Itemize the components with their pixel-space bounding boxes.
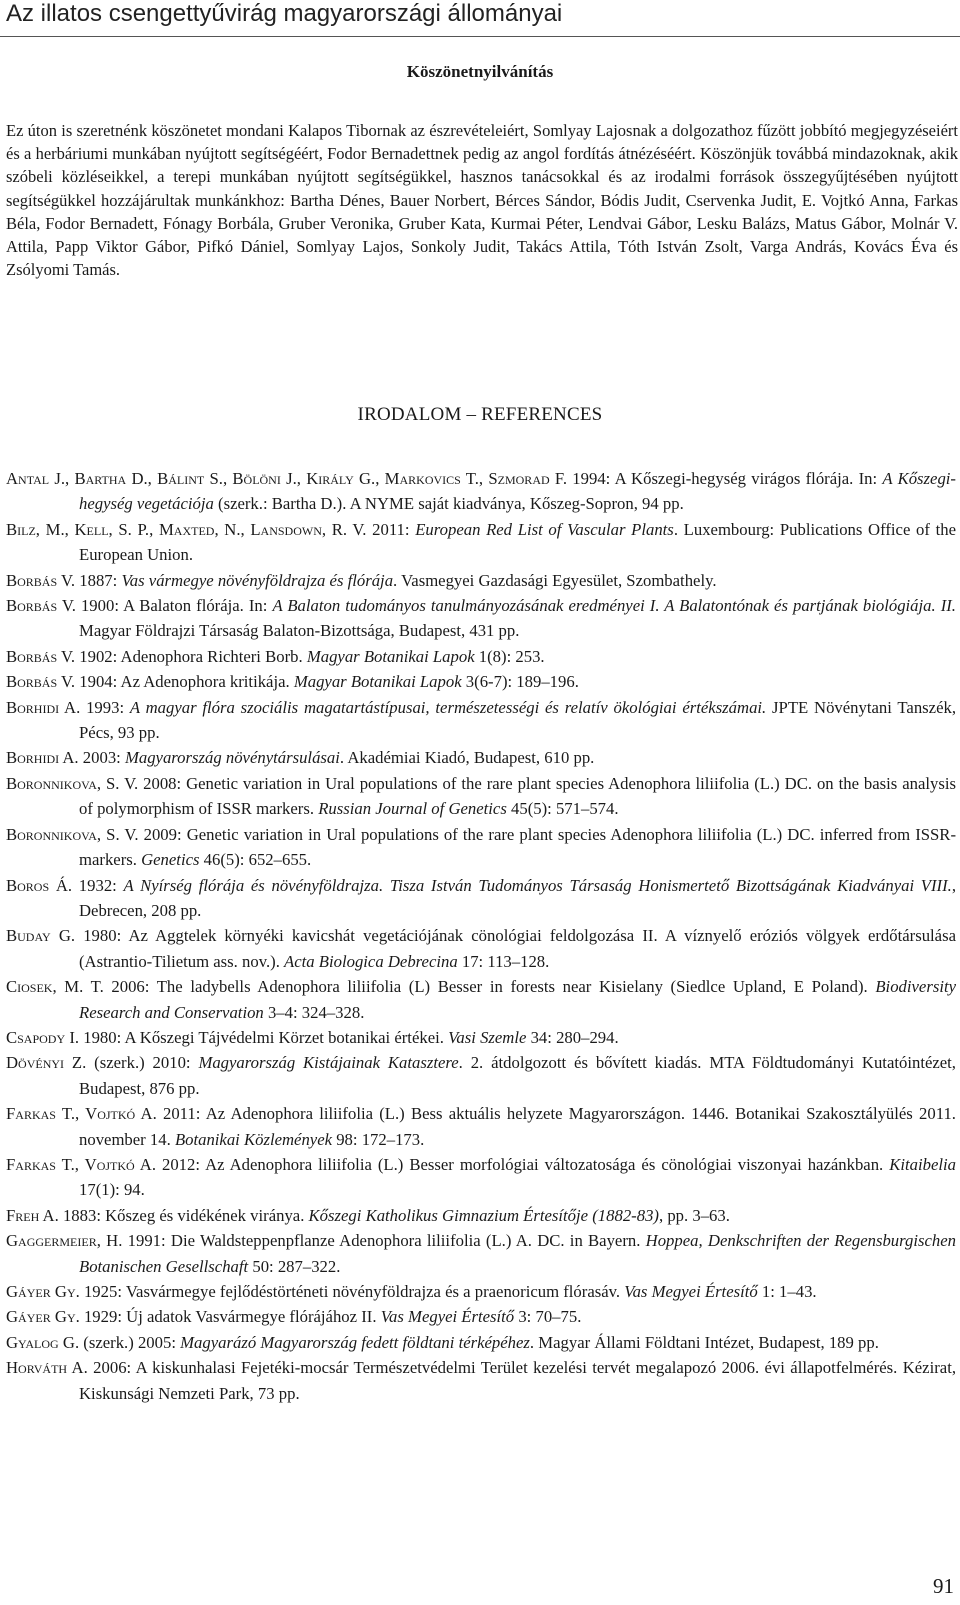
reference-entry (6, 1279, 956, 1304)
references-heading: IRODALOM – REFERENCES (357, 404, 603, 425)
reference-details: 45(5): 571–574. (506, 799, 619, 819)
reference-text: 1900: A Balaton flórája. In: (75, 596, 273, 616)
reference-text: 1904: Az Adenophora kritikája. (75, 672, 294, 692)
reference-entry (6, 1355, 956, 1406)
reference-entry (6, 923, 956, 974)
reference-details: JPTE Növénytani Tanszék, Pécs, 93 pp. (79, 697, 956, 743)
reference-text: 2006: The ladybells Adenophora liliifolia (L) Besser in forests near Kisielany (Siedlce Upland, E Poland). (103, 977, 876, 997)
reference-text: 2012: Az Adenophora liliifolia (L.) Besser morfológiai változatosága és cönológiai viszonyai hazánkban. (156, 1154, 890, 1174)
reference-entry (6, 1304, 956, 1329)
reference-text: 1994: A Kőszegi-hegység virágos flórája. In: (567, 469, 883, 488)
reference-title: Magyarország Kistájainak Katasztere (198, 1053, 459, 1073)
reference-title: Vas Megyei Értesítő (624, 1282, 758, 1301)
reference-details: 50: 287–322. (248, 1256, 341, 1276)
reference-title: Kitaibelia (889, 1154, 956, 1174)
reference-text: 2006: A kiskunhalasi Fejetéki-mocsár Természetvédelmi Terület kezelési tervét megalapozó 2006. évi állapotfelmérés. Kézirat, Kiskunsági Nemzeti Park, 73 pp. (79, 1358, 956, 1403)
reference-title: A Nyírség flórája és növényföldrajza. Tisza István Tudományos Társaság Honismertető Bizottságának Kiadványai VIII. (123, 875, 952, 895)
reference-text: (szerk.) 2010: (86, 1053, 199, 1073)
reference-authors: Borhidi A. (6, 697, 81, 717)
reference-details: . Vasmegyei Gazdasági Egyesület, Szombathely. (393, 570, 717, 590)
reference-title: Vas vármegye növényföldrajza és flórája (121, 570, 394, 590)
reference-title: Magyar Botanikai Lapok (293, 672, 462, 692)
reference-authors: Csapody I. (6, 1027, 80, 1047)
reference-entry (6, 669, 956, 694)
reference-entry (6, 695, 956, 746)
header-rule (0, 36, 960, 37)
reference-text: 1883: Kőszeg és vidékének viránya. (58, 1205, 309, 1225)
reference-entry (6, 873, 956, 924)
reference-entry (6, 1025, 956, 1050)
reference-details: 1: 1–43. (757, 1282, 817, 1301)
reference-title: Biodiversity Research and Conservation (79, 977, 956, 1022)
reference-text: 2008: Genetic variation in Ural populations of the rare plant species Adenophora liliifolia (L.) DC. on the basis analysis of polymorphism of ISSR markers. (79, 773, 956, 819)
reference-details: . Akadémiai Kiadó, Budapest, 610 pp. (339, 748, 595, 768)
reference-text: 2011: (366, 519, 416, 539)
reference-details: , pp. 3–63. (658, 1205, 730, 1225)
reference-authors: Gyalog G. (6, 1332, 80, 1352)
reference-details: 34: 280–294. (526, 1027, 619, 1047)
reference-details: 3: 70–75. (514, 1307, 582, 1327)
reference-details: (szerk.: Bartha D.). A NYME saját kiadványa, Kőszeg-Sopron, 94 pp. (213, 494, 684, 514)
reference-authors: Borhidi A. (6, 748, 79, 768)
reference-entry (6, 466, 956, 517)
reference-entry (6, 1228, 956, 1279)
reference-details: 17(1): 94. (79, 1180, 145, 1200)
reference-details: . Magyar Állami Földtani Intézet, Budapest, 189 pp. (529, 1332, 879, 1352)
acknowledgement-body: Ez úton is szeretnénk köszönetet mondani Kalapos Tibornak az észrevételeiért, Somlyay Lajosnak a dolgozathoz fűzött jobbító megjegyzéseiért és a herbáriumi munkában nyújtott segítségéért, Fodor Bernadettnek pedig az angol fordítás átnézéséért. Köszönjük továbbá mindazoknak, akik szóbeli közléseikkel, a terepi munkában nyújtott segítségükkel, hasznos tanácsokkal és az irodalmi források összegyűjtésében nyújtott segítségükkel hozzájárultak munkánkhoz: Bartha Dénes, Bauer Norbert, Bérces Sándor, Bódis Judit, Cservenka Judit, E. Vojtkó Anna, Farkas Béla, Fodor Bernadett, Fónagy Borbála, Gruber Veronika, Gruber Kata, Kurmai Péter, Lendvai Gábor, Lesku Balázs, Matus Gábor, Molnár V. Attila, Papp Viktor Gábor, Pifkó Dániel, Somlyay Lajos, Sonkoly Judit, Takács Attila, Tóth István Zsolt, Varga András, Kovács Éva és Zsólyomi Tamás. (6, 121, 958, 280)
reference-details: 17: 113–128. (457, 951, 550, 971)
reference-authors: Antal J., Bartha D., Bálint S., Bölöni J., Király G., Markovics T., Szmorad F. (6, 469, 568, 488)
reference-title: Magyar Botanikai Lapok (306, 646, 475, 666)
reference-title: A Balaton tudományos tanulmányozásának eredményei I. A Balatontónak és partjának biológiája. II. (272, 596, 956, 616)
reference-details: 3(6-7): 189–196. (461, 672, 579, 692)
reference-details: . Luxembourg: Publications Office of the European Union. (79, 519, 956, 565)
reference-details: 1(8): 253. (474, 646, 545, 666)
reference-list (6, 466, 956, 1406)
reference-text: 1980: A Kőszegi Tájvédelmi Körzet botanikai értékei. (79, 1027, 449, 1047)
reference-authors: Freh A. (6, 1205, 59, 1225)
reference-entry (6, 974, 956, 1025)
reference-authors: Dövényi Z. (6, 1053, 87, 1073)
reference-text: 1991: Die Waldsteppenpflanze Adenophora liliifolia (L.) A. DC. in Bayern. (122, 1231, 646, 1251)
reference-authors: Farkas T., Vojtkó A. (6, 1154, 156, 1174)
reference-text: 1887: (75, 570, 122, 590)
reference-entry (6, 1152, 956, 1203)
reference-title: Magyarország növénytársulásai (124, 748, 340, 768)
reference-title: Vasi Szemle (448, 1027, 527, 1047)
reference-authors: Boros Á. (6, 875, 73, 895)
reference-title: Kőszegi Katholikus Gimnazium Értesítője (1882-83) (308, 1205, 659, 1225)
reference-entry (6, 745, 956, 770)
reference-text: 1929: Új adatok Vasvármegye flórájához II. (79, 1307, 381, 1327)
reference-text: 1980: Az Aggtelek környéki kavicshát vegetációjának cönológiai feldolgozása II. A víznyelő eróziós völgyek erdőtársulása (Astrantio-Tilietum ass. nov.). (75, 926, 956, 971)
reference-title: Botanikai Közlemények (174, 1129, 333, 1149)
reference-details: 46(5): 652–655. (199, 850, 312, 870)
reference-entry (6, 822, 956, 873)
reference-title: Magyarázó Magyarország fedett földtani térképéhez (180, 1332, 530, 1352)
reference-title: Russian Journal of Genetics (318, 799, 507, 819)
reference-authors: Ciosek, M. T. (6, 977, 104, 997)
reference-title: A Kőszegi-hegység vegetációja (79, 469, 956, 514)
reference-details: 3–4: 324–328. (263, 1002, 365, 1022)
reference-authors: Borbás V. (6, 596, 76, 616)
reference-entry (6, 771, 956, 822)
reference-text: 2003: (78, 748, 125, 768)
reference-authors: Farkas T., Vojtkó A. (6, 1104, 157, 1124)
reference-title: Vas Megyei Értesítő (380, 1307, 515, 1327)
reference-authors: Buday G. (6, 926, 76, 946)
reference-text: 1925: Vasvármegye fejlődéstörténeti növényföldrajza és a praenoricum flórasáv. (79, 1282, 625, 1301)
reference-authors: Gaggermeier, H. (6, 1231, 123, 1251)
reference-text: 2009: Genetic variation in Ural populations of the rare plant species Adenophora liliifolia (L.) DC. inferred from ISSR-markers. (79, 824, 956, 870)
running-head: Az illatos csengettyűvirág magyarországi állományai (6, 0, 563, 27)
reference-details: Magyar Földrajzi Társaság Balaton-Bizottsága, Budapest, 431 pp. (79, 621, 520, 641)
reference-authors: Boronnikova, S. V. (6, 824, 139, 844)
reference-authors: Horváth A. (6, 1358, 88, 1378)
reference-title: European Red List of Vascular Plants (415, 519, 674, 539)
reference-details: , Debrecen, 208 pp. (79, 875, 956, 920)
reference-entry (6, 1050, 956, 1101)
reference-title: Hoppea, Denkschriften der Regensburgischen Botanischen Gesellschaft (79, 1231, 956, 1276)
reference-authors: Bilz, M., Kell, S. P., Maxted, N., Lansdown, R. V. (6, 519, 367, 539)
reference-entry (6, 1203, 956, 1228)
reference-authors: Borbás V. (6, 570, 76, 590)
reference-entry (6, 1101, 956, 1152)
reference-entry (6, 517, 956, 568)
reference-text: 1902: Adenophora Richteri Borb. (75, 646, 307, 666)
reference-text: 1932: (72, 875, 124, 895)
reference-title: A magyar flóra szociális magatartástípusai, természetességi és relatív ökológiai értékszámai. (129, 697, 767, 717)
reference-authors: Gáyer Gy. (6, 1282, 80, 1301)
reference-authors: Boronnikova, S. V. (6, 773, 139, 793)
reference-text: (szerk.) 2005: (79, 1332, 181, 1352)
reference-entry (6, 593, 956, 644)
acknowledgement-heading: Köszönetnyilvánítás (406, 62, 554, 81)
reference-authors: Gáyer Gy. (6, 1307, 80, 1327)
reference-entry (6, 644, 956, 669)
reference-authors: Borbás V. (6, 646, 76, 666)
page-number: 91 (933, 1574, 954, 1598)
reference-title: Acta Biologica Debrecina (284, 951, 458, 971)
reference-details: 98: 172–173. (332, 1129, 425, 1149)
reference-title: Genetics (141, 850, 200, 870)
reference-details: . 2. átdolgozott és bővített kiadás. MTA Földtudományi Kutatóintézet, Budapest, 876 pp. (79, 1053, 956, 1098)
reference-entry (6, 568, 956, 593)
reference-authors: Borbás V. (6, 672, 76, 692)
reference-text: 2011: Az Adenophora liliifolia (L.) Bess aktuális helyzete Magyarországon. 1446. Botanikai Szakosztályülés 2011. november 14. (79, 1104, 956, 1149)
reference-entry (6, 1330, 956, 1355)
reference-text: 1993: (80, 697, 130, 717)
